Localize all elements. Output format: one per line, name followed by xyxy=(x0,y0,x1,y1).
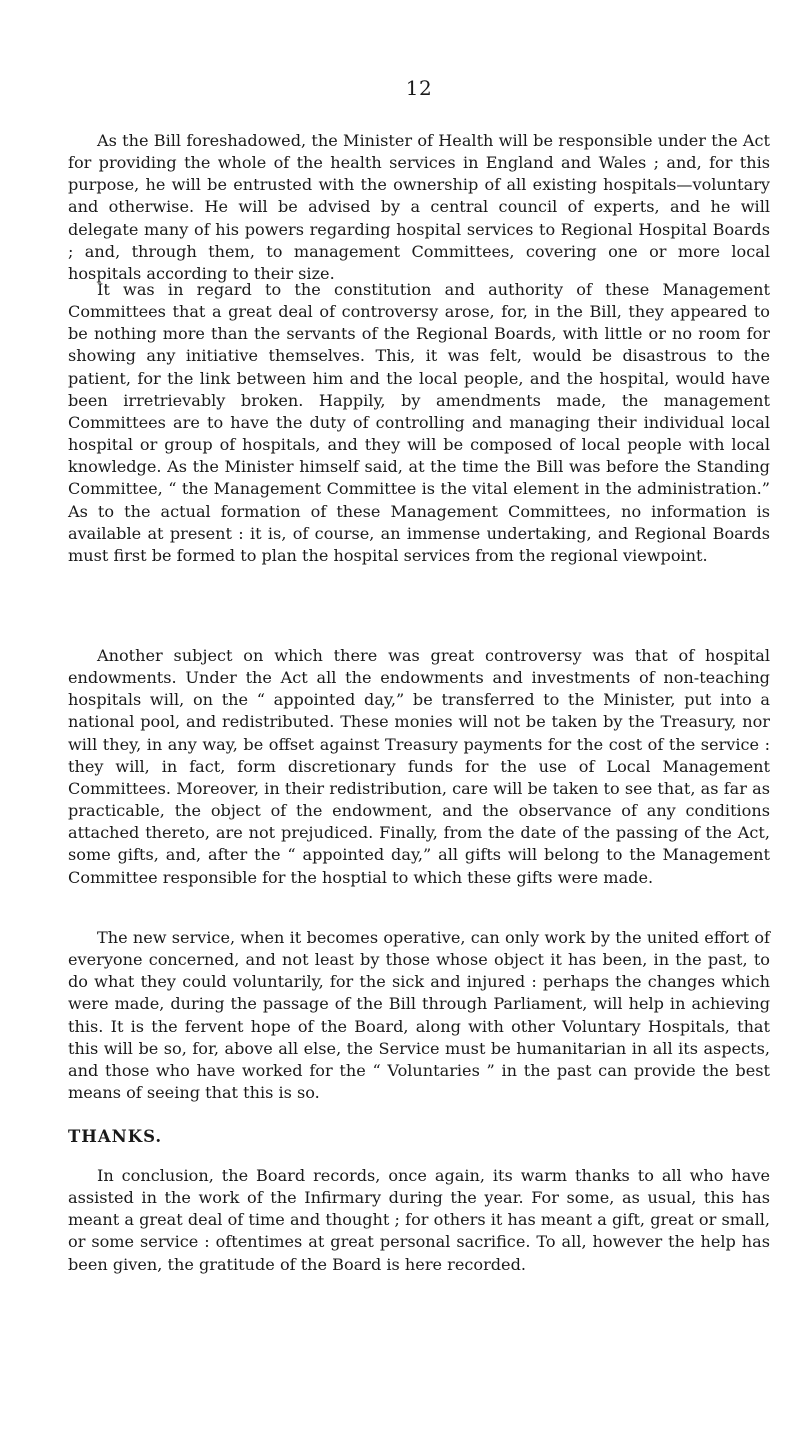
paragraph-new-service: The new service, when it becomes operative, can only work by the united effort of everyone concerned, and not least by those whose object it has been, in the past, to do what they could voluntarily, for the sick and injured : perhaps the changes which were made, during the passage of the Bill through Parliament, will help in achieving this. It is the fervent hope of the Board, along with other Voluntary Hospitals, that this will be so, for, above all else, the Service must be humanitarian in all its aspects, and those who have worked for the “ Voluntaries ” in the past can provide the best means of seeing that this is so. xyxy=(68,928,770,1103)
paragraph-hospital-endowments: Another subject on which there was great controversy was that of hospital endowments. Under the Act all the endowments and investments of non-teaching hospitals will, on the “ appointed day,” be transferred to the Minister, put into a national pool, and redistributed. These monies will not be taken by the Treasury, nor will they, in any way, be offset against Treasury payments for the cost of the service : they will, in fact, form discretionary funds for the use of Local Management Committees. Moreover, in their redistribution, care will be taken to see that, as far as practicable, the object of the endowment, and the observance of any conditions attached thereto, are not prejudiced. Finally, from the date of the passing of the Act, some gifts, and, after the “ appointed day,” all gifts will belong to the Management Committee responsible for the hosptial to which these gifts were made. xyxy=(68,646,770,887)
paragraph-minister-responsibility: As the Bill foreshadowed, the Minister of Health will be responsible under the Act for providing the whole of the health services in England and Wales ; and, for this purpose, he will be entrusted with the ownership of all existing hospitals—voluntary and otherwise. He will be advised by a central council of experts, and he will delegate many of his powers regarding hospital services to Regional Hospital Boards ; and, through them, to management Committees, covering one or more local hospitals according to their size. xyxy=(68,131,770,283)
page-number: 12 xyxy=(405,76,433,100)
paragraph-thanks: In conclusion, the Board records, once again, its warm thanks to all who have assisted in the work of the Infirmary during the year. For some, as usual, this has meant a great deal of time and thought ; for others it has meant a gift, great or small, or some service : oftentimes at great personal sacrifice. To all, however the help has been given, the gratitude of the Board is here recorded. xyxy=(68,1166,770,1274)
thanks-heading: THANKS. xyxy=(68,1127,163,1146)
paragraph-management-committees: It was in regard to the constitution and authority of these Management Committees that a great deal of controversy arose, for, in the Bill, they appeared to be nothing more than the servants of the Regional Boards, with little or no room for showing any initiative themselves. This, it was felt, would be disastrous to the patient, for the link between him and the local people, and the hospital, would have been irretrievably broken. Happily, by amendments made, the management Committees are to have the duty of controlling and managing their individual local hospital or group of hospitals, and they will be composed of local people with local knowledge. As the Minister himself said, at the time the Bill was before the Standing Committee, “ the Management Committee is the vital element in the administration.” As to the actual formation of these Management Committees, no information is available at present : it is, of course, an immense undertaking, and Regional Boards must first be formed to plan the hospital services from the regional viewpoint. xyxy=(68,280,770,565)
